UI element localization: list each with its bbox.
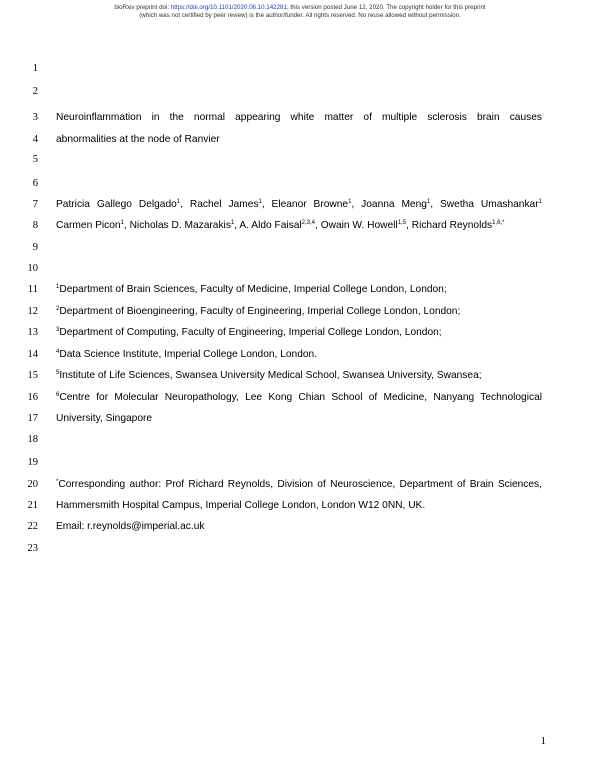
- manuscript-line: [0, 455, 600, 471]
- authors-line-1: Patricia Gallego Delgado$^1$, Rachel James$^1$, Eleanor Browne$^1$, Joanna Meng$^1$, Swetha Umashankar$^1$: [56, 199, 542, 210]
- author-name: Swetha Umashankar: [440, 199, 539, 210]
- manuscript-line: [0, 347, 600, 363]
- line-number: 12: [27, 306, 38, 317]
- author-affiliation-mark: 1: [258, 199, 262, 205]
- manuscript-line: [0, 176, 600, 192]
- title-text: abnormalities at the node of Ranvier: [56, 134, 220, 145]
- manuscript-line: [0, 432, 600, 448]
- email-text: Email: r.reynolds@imperial.ac.uk: [56, 521, 205, 532]
- author-affiliation-mark: 1,6,*: [492, 220, 505, 226]
- manuscript-line: [0, 411, 600, 427]
- line-number: 6: [32, 178, 38, 189]
- affiliation-text: Centre for Molecular Neuropathology, Lee Kong Chian School of Medicine, Nanyang Technological: [59, 392, 542, 403]
- page-number: 1: [540, 735, 546, 747]
- manuscript-line: [0, 197, 600, 213]
- line-number: 17: [27, 413, 38, 424]
- author-name: Patricia Gallego Delgado: [56, 199, 177, 210]
- line-number: 15: [27, 370, 38, 381]
- corresponding-line-2: [56, 498, 542, 514]
- affiliation-5: [56, 368, 542, 384]
- line-number: 18: [27, 434, 38, 445]
- corresponding-line-1: [56, 477, 542, 493]
- affiliation-number: 3: [56, 327, 60, 333]
- affiliation-number: 1: [56, 284, 60, 290]
- author-name: A. Aldo Faisal: [239, 220, 302, 231]
- affiliation-text: Department of Computing, Faculty of Engineering, Imperial College London, London;: [59, 327, 442, 338]
- line-number: 22: [27, 521, 38, 532]
- author-affiliation-mark: 1: [426, 199, 431, 205]
- line-number: 2: [32, 86, 38, 97]
- line-number: 9: [32, 242, 38, 253]
- header-suffix: ; this version posted June 12, 2020. The copyright holder for this preprint: [286, 4, 486, 11]
- author: [239, 220, 315, 231]
- author: [56, 220, 124, 231]
- manuscript-line: [0, 390, 600, 406]
- author-name: Eleanor Browne: [271, 199, 349, 210]
- line-number: 19: [27, 457, 38, 468]
- manuscript-line: [0, 282, 600, 298]
- manuscript-line: [0, 304, 600, 320]
- affiliation-text: Department of Brain Sciences, Faculty of Medicine, Imperial College London, London;: [59, 284, 447, 295]
- author-affiliation-mark: 1: [538, 199, 542, 205]
- line-number: 23: [27, 543, 38, 554]
- author: [190, 199, 262, 210]
- line-number: 5: [32, 154, 38, 165]
- line-number: 13: [27, 327, 38, 338]
- author: [412, 220, 505, 231]
- corresponding-mark: *: [56, 479, 59, 485]
- author-affiliation-mark: 1,5: [397, 220, 407, 226]
- line-number: 8: [32, 220, 38, 231]
- author: [272, 199, 352, 210]
- affiliation-4: [56, 347, 542, 363]
- author-name: Richard Reynolds: [411, 220, 493, 231]
- manuscript-line: [0, 498, 600, 514]
- affiliation-1: [56, 282, 542, 298]
- affiliation-number: 5: [56, 370, 60, 376]
- title-line-2: [56, 132, 542, 148]
- affiliation-number: 2: [56, 306, 60, 312]
- affiliation-text: Institute of Life Sciences, Swansea University Medical School, Swansea University, Swansea;: [59, 370, 482, 381]
- manuscript-line: [0, 477, 600, 493]
- author-affiliation-mark: 1: [230, 220, 235, 226]
- affiliation-2: [56, 304, 542, 320]
- header-line-2: (which was not certified by peer review) is the author/funder. All rights reserved. No reuse allowed without permission.: [139, 12, 461, 19]
- affiliation-number: 6: [56, 392, 60, 398]
- authors-line-2: Carmen Picon$^1$, Nicholas D. Mazarakis$^1$, A. Aldo Faisal$^{2,3,4}$, Owain W. Howell$^{1,5}$, Richard Reynolds$^{1,6,*}$: [56, 220, 505, 231]
- corresponding-address: Hammersmith Hospital Campus, Imperial College London, London W12 0NN, UK.: [56, 500, 426, 511]
- corresponding-email: [56, 519, 542, 535]
- author-name: Joanna Meng: [361, 199, 427, 210]
- manuscript-line: [0, 84, 600, 100]
- manuscript-line: [0, 152, 600, 168]
- author: [130, 220, 235, 231]
- author: [440, 199, 542, 210]
- doi-link[interactable]: https://doi.org/10.1101/2020.06.10.142281: [170, 4, 287, 11]
- corresponding-text: Corresponding author: Prof Richard Reynolds, Division of Neuroscience, Department of Brain Sciences,: [58, 479, 542, 490]
- affiliation-text: University, Singapore: [56, 413, 153, 424]
- line-number: 11: [27, 284, 38, 295]
- author-affiliation-mark: 2,3,4: [301, 220, 316, 226]
- author: [56, 199, 180, 210]
- author-name: Carmen Picon: [56, 220, 121, 231]
- line-number: 14: [27, 349, 38, 360]
- title-line-1: [56, 110, 542, 126]
- manuscript-line: [0, 110, 600, 126]
- manuscript-line: [0, 519, 600, 535]
- line-number: 16: [27, 392, 38, 403]
- affiliation-3: [56, 325, 542, 341]
- manuscript-line: [0, 132, 600, 148]
- manuscript-line: [0, 325, 600, 341]
- author: [361, 199, 430, 210]
- affiliation-number: 4: [56, 349, 60, 355]
- author-affiliation-mark: 1: [120, 220, 124, 226]
- author-affiliation-mark: 1: [176, 199, 181, 205]
- affiliation-6-continued: [56, 411, 542, 427]
- manuscript-line: [0, 218, 600, 234]
- author-name: Rachel James: [189, 199, 259, 210]
- author-name: Nicholas D. Mazarakis: [129, 220, 231, 231]
- line-number: 21: [27, 500, 38, 511]
- affiliation-text: Data Science Institute, Imperial College London, London.: [59, 349, 318, 360]
- manuscript-line: [0, 541, 600, 557]
- manuscript-line: [0, 61, 600, 77]
- title-text: Neuroinflammation in the normal appearing white matter of multiple sclerosis brain causes: [56, 112, 542, 123]
- line-number: 7: [32, 199, 38, 210]
- manuscript-line: [0, 368, 600, 384]
- author-name: Owain W. Howell: [320, 220, 398, 231]
- affiliation-text: Department of Bioengineering, Faculty of Engineering, Imperial College London, London;: [59, 306, 461, 317]
- line-number: 4: [32, 134, 38, 145]
- author: [321, 220, 406, 231]
- line-number: 20: [27, 479, 38, 490]
- author-affiliation-mark: 1: [348, 199, 352, 205]
- line-number: 3: [32, 112, 38, 123]
- affiliation-6: [56, 390, 542, 406]
- header-prefix: bioRxiv preprint doi:: [114, 4, 171, 11]
- manuscript-line: [0, 261, 600, 277]
- manuscript-line: [0, 240, 600, 256]
- line-number: 10: [27, 263, 38, 274]
- line-number: 1: [32, 63, 38, 74]
